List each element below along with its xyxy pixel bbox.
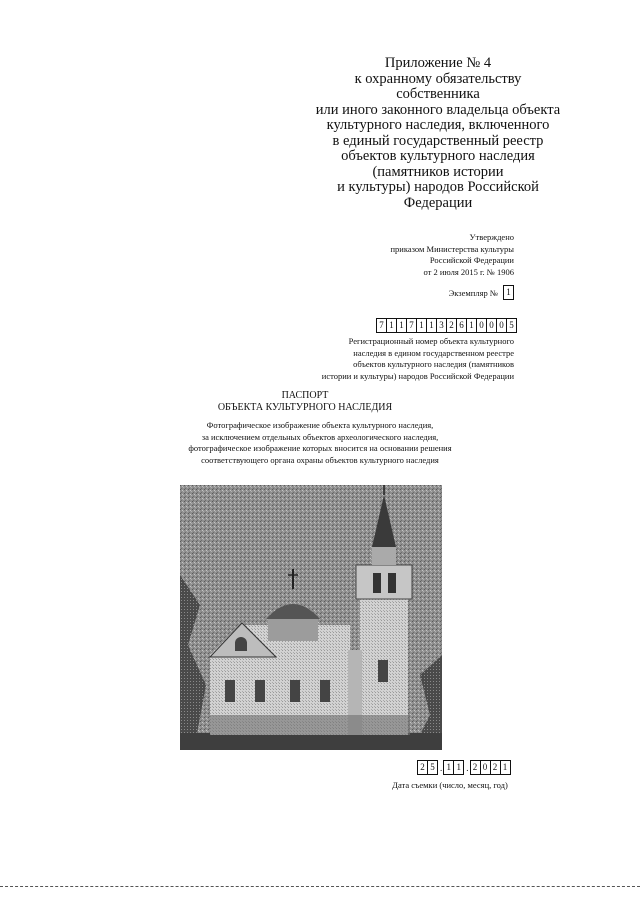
- reg-caption-line: объектов культурного наследия (памятников: [353, 359, 514, 369]
- date-year-digit: 2: [490, 760, 501, 775]
- appendix-line: культурного наследия, включенного: [326, 117, 550, 133]
- reg-digit: 0: [476, 318, 487, 333]
- date-year-digit: 0: [480, 760, 491, 775]
- approved-line: приказом Министерства культуры: [390, 243, 514, 254]
- page-bottom-rule: [0, 886, 640, 889]
- passport-title-line: ОБЪЕКТА КУЛЬТУРНОГО НАСЛЕДИЯ: [217, 402, 393, 413]
- approved-line: Российской Федерации: [429, 255, 514, 265]
- appendix-header: [288, 56, 588, 211]
- photo-caption-line: за исключением отдельных объектов археологического наследия,: [201, 431, 439, 442]
- date-year-digit: 2: [470, 760, 481, 775]
- appendix-line: в единый государственный реестр: [332, 132, 544, 149]
- photo-caption-line: соответствующего органа охраны объектов культурного наследия: [201, 454, 439, 465]
- date-separator: .: [466, 762, 469, 773]
- reg-digit: 7: [376, 318, 387, 333]
- appendix-line: объектов культурного наследия: [341, 148, 535, 164]
- copy-label: Экземпляр №: [448, 287, 498, 298]
- reg-digit: 5: [506, 318, 517, 333]
- reg-digit: 1: [386, 318, 397, 333]
- date-month-digit: 1: [443, 760, 454, 775]
- reg-digit: 1: [416, 318, 427, 333]
- church-photo: [180, 485, 442, 750]
- reg-caption-line: наследия в едином государственном реестре: [353, 347, 514, 358]
- date-day-digit: 2: [417, 760, 428, 775]
- approved-line: Утверждено: [469, 232, 514, 242]
- appendix-line: собственника: [396, 86, 480, 102]
- date-month-digit: 1: [453, 760, 464, 775]
- copy-number-row: [449, 285, 514, 300]
- reg-digit: 0: [496, 318, 507, 333]
- photo-caption-line: фотографическое изображение которых вносится на основании решения: [188, 443, 452, 453]
- appendix-line: (памятников истории: [372, 163, 504, 180]
- passport-title-line: ПАСПОРТ: [281, 390, 329, 401]
- approved-line: от 2 июля 2015 г. № 1906: [423, 266, 514, 277]
- reg-caption-line: Регистрационный номер объекта культурного: [348, 336, 514, 346]
- copy-number-box: 1: [503, 285, 514, 300]
- reg-digit: 6: [456, 318, 467, 333]
- date-separator: .: [440, 762, 443, 773]
- reg-digit: 1: [396, 318, 407, 333]
- reg-digit: 1: [426, 318, 437, 333]
- registration-number: [377, 318, 517, 333]
- reg-digit: 2: [446, 318, 457, 333]
- passport-title: [180, 390, 430, 414]
- registration-caption: [234, 336, 514, 382]
- reg-digit: 3: [436, 318, 447, 333]
- appendix-line: или иного законного владельца объекта: [315, 101, 561, 118]
- approved-block: [274, 232, 514, 278]
- reg-digit: 1: [466, 318, 477, 333]
- reg-digit: 0: [486, 318, 497, 333]
- photo-caption: [150, 420, 490, 466]
- appendix-line: и культуры) народов Российской: [337, 179, 539, 195]
- appendix-line: к охранному обязательству: [354, 70, 522, 87]
- date-day-digit: 5: [427, 760, 438, 775]
- date-caption: Дата съемки (число, месяц, год): [392, 780, 508, 790]
- photo-caption-line: Фотографическое изображение объекта культурного наследия,: [206, 420, 434, 430]
- church-photo-drawing: [180, 485, 442, 750]
- date-year-digit: 1: [500, 760, 511, 775]
- reg-caption-line: истории и культуры) народов Российской Федерации: [321, 370, 514, 381]
- photo-date: [418, 760, 511, 775]
- appendix-line: Приложение № 4: [384, 55, 492, 71]
- reg-digit: 7: [406, 318, 417, 333]
- appendix-line: Федерации: [403, 194, 473, 211]
